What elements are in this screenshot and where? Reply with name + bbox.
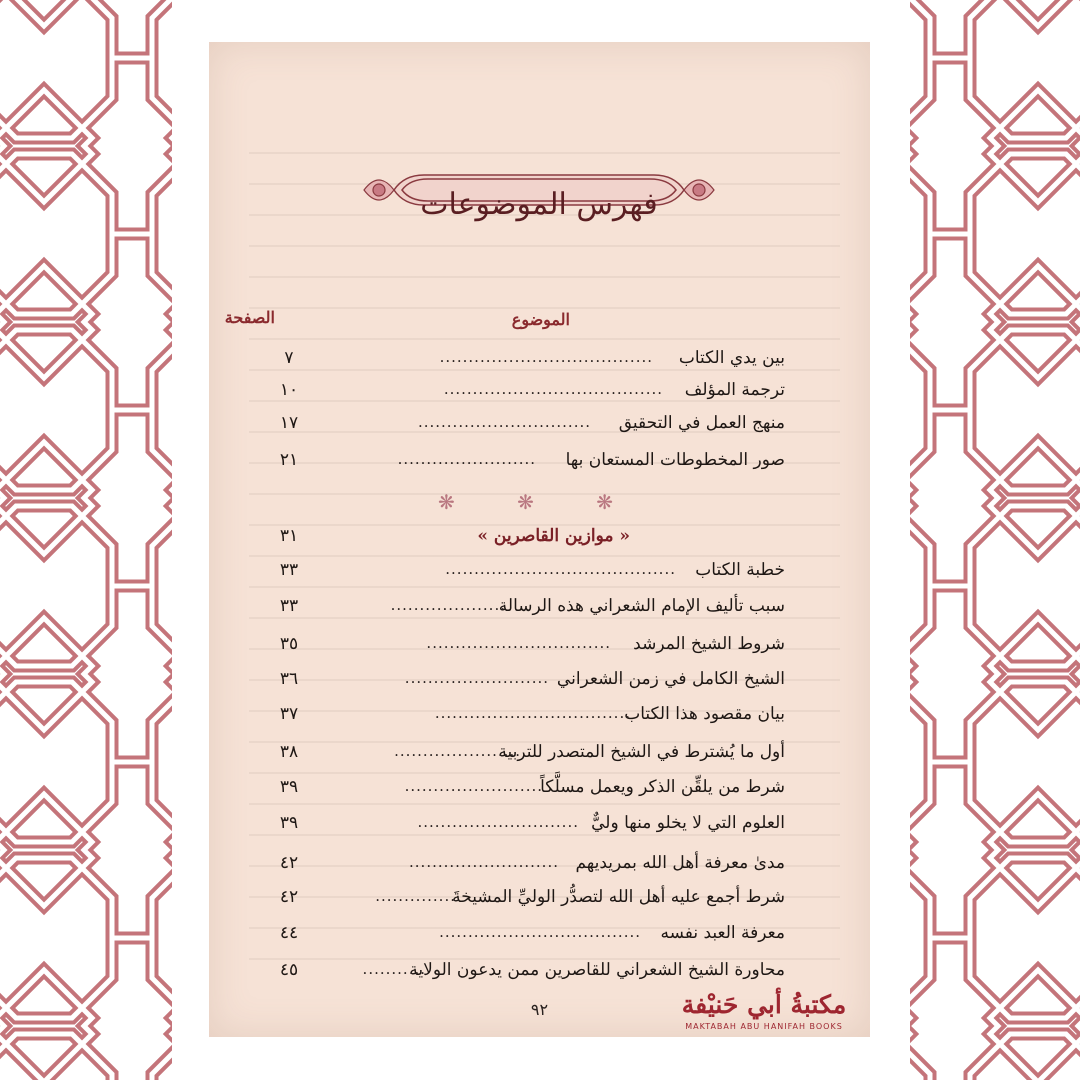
toc-entry-label: أول ما يُشترط في الشيخ المتصدر للتربية [498, 742, 785, 762]
leader-dots: ................................ [426, 634, 611, 652]
toc-entry-page: ٣٨ [279, 742, 299, 762]
page-title: فهرس الموضوعات [420, 187, 658, 222]
toc-entry [209, 704, 870, 734]
toc-entry [209, 413, 870, 443]
section-heading-label: « موازين القاصرين » [477, 526, 630, 546]
brand-english-name: MAKTABAH ABU HANIFAH BOOKS [685, 1022, 843, 1031]
leader-dots: ............................ [417, 813, 579, 831]
toc-entry-label: بين يدي الكتاب [678, 348, 785, 368]
toc-entry-label: محاورة الشيخ الشعراني للقاصرين ممن يدعون الولاية [409, 960, 785, 980]
toc-entry [209, 813, 870, 843]
toc-entry-page: ٤٢ [279, 853, 299, 873]
section-heading-page: ٣١ [279, 526, 299, 546]
brand-arabic-name: مكتبةُ أبي حَنيْفة [681, 990, 847, 1019]
toc-entry-page: ٢١ [279, 450, 299, 470]
toc-entry-page: ٣٩ [279, 813, 299, 833]
title-cartouche [354, 135, 724, 245]
right-geometric-pattern [910, 0, 1080, 1080]
page-number: ٩٢ [530, 1000, 549, 1019]
leader-dots: .............................. [417, 413, 591, 431]
column-header-topic: الموضوع [511, 310, 570, 329]
toc-entry-label: معرفة العبد نفسه [660, 923, 785, 943]
leader-dots: ........................................ [445, 560, 676, 578]
toc-entry-label: شرط من يلقِّن الذكر ويعمل مسلَّكاً [540, 777, 785, 797]
toc-entry-label: مدىٰ معرفة أهل الله بمريديهم [575, 853, 785, 873]
toc-entry-page: ٣٣ [279, 596, 299, 616]
toc-entry [209, 742, 870, 772]
leader-dots: ..................................... [439, 348, 653, 366]
leader-dots: ...................................... [443, 380, 663, 398]
toc-entry [209, 596, 870, 626]
toc-entry [209, 923, 870, 953]
section-heading [209, 526, 870, 556]
toc-entry [209, 669, 870, 699]
toc-entry-label: منهج العمل في التحقيق [618, 413, 785, 433]
toc-entry-label: صور المخطوطات المستعان بها [565, 450, 785, 470]
toc-entry-label: شروط الشيخ المرشد [633, 634, 785, 654]
leader-dots: ................................... [439, 923, 641, 941]
toc-entry-label: الشيخ الكامل في زمن الشعراني [556, 669, 785, 689]
toc-entry-page: ٣٣ [279, 560, 299, 580]
leader-dots: .................... [390, 596, 506, 614]
toc-entry-label: بيان مقصود هذا الكتاب [624, 704, 785, 724]
leader-dots: .................................. [434, 704, 631, 722]
toc-entry [209, 380, 870, 410]
leader-dots: ...................... [394, 742, 521, 760]
toc-entry-page: ٤٢ [279, 887, 299, 907]
leader-dots: ........... [362, 960, 426, 978]
toc-entry-page: ٧ [284, 348, 294, 368]
column-header-page: الصفحة [224, 308, 275, 327]
left-geometric-pattern [0, 0, 172, 1080]
leader-dots: ........................ [397, 450, 536, 468]
toc-entry [209, 777, 870, 807]
leader-dots: .......................... [409, 853, 559, 871]
toc-entry-label: سبب تأليف الإمام الشعراني هذه الرسالة [498, 596, 785, 616]
book-page [209, 42, 870, 1037]
leader-dots: ........................ [404, 777, 543, 795]
toc-entry-page: ١٧ [279, 413, 299, 433]
toc-entry [209, 853, 870, 883]
leader-dots: ......................... [404, 669, 549, 687]
toc-entry-page: ٣٦ [279, 669, 299, 689]
leader-dots: .............. [375, 887, 456, 905]
toc-entry [209, 560, 870, 590]
toc-entry-page: ٣٩ [279, 777, 299, 797]
toc-entry-page: ٤٤ [279, 923, 299, 943]
toc-entry-page: ٤٥ [279, 960, 299, 980]
brand-logo [664, 990, 864, 1031]
toc-entry-label: خطبة الكتاب [695, 560, 785, 580]
toc-entry [209, 450, 870, 480]
toc-entry [209, 634, 870, 664]
toc-entry-label: العلوم التي لا يخلو منها وليٌّ [591, 813, 785, 833]
toc-entry-label: ترجمة المؤلف [684, 380, 785, 400]
star-divider: ❋ ❋ ❋ [438, 490, 641, 514]
toc-entry-label: شرط أجمع عليه أهل الله لتصدُّر الوليِّ المشيخةَ [452, 887, 785, 907]
toc-entry [209, 887, 870, 917]
toc-entry [209, 960, 870, 990]
toc-entry-page: ٣٧ [279, 704, 299, 724]
toc-entry-page: ١٠ [279, 380, 299, 400]
toc-entry [209, 348, 870, 378]
toc-entry-page: ٣٥ [279, 634, 299, 654]
